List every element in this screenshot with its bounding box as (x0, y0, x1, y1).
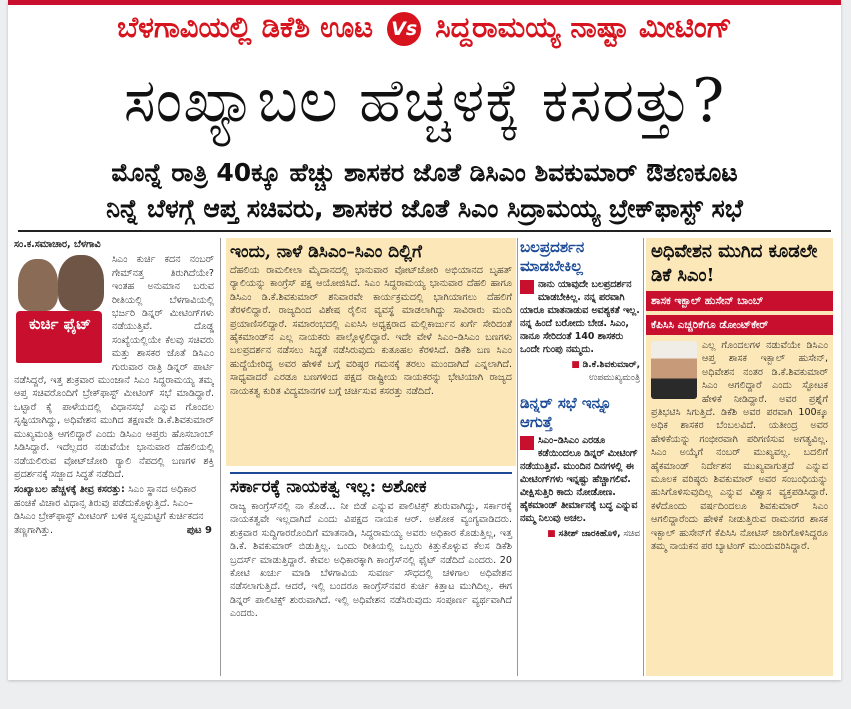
top-color-bar (8, 0, 841, 5)
dk-cm-story-box (646, 238, 833, 676)
newspaper-page (8, 0, 841, 680)
lead-story-text: ಸಿಎಂ ಕುರ್ಚಿ ಕದನ ನಂಬರ್ ಗೇಮ್‌ನತ್ತ ತಿರುಗಿದೆಯೇ? ಇಂತಹ ಅನುಮಾನ ಬರುವ ರೀತಿಯಲ್ಲಿ ಬೆಳಗಾವಿಯಲ್ಲಿ ಭರ್ಜರಿ ಡಿನ್ನರ್ ಮೀಟಿಂಗ್‌ಗಳು ನಡೆಯುತ್ತಿವೆ. ದೊಡ್ಡ ಸಂಖ್ಯೆಯಲ್ಲಿಯೇ ಕೆಲವು ಸಚಿವರು ಮತ್ತು ಶಾಸಕರ ಜೊತೆ ಡಿಸಿಎಂ ಗುರುವಾರ ರಾತ್ರಿ ಡಿನ್ನರ್ ಪಾರ್ಟಿ ನಡೆಸಿದ್ದರೆ, ಇತ್ತ ಶುಕ್ರವಾರ ಮುಂಜಾನೆ ಸಿಎಂ ಸಿದ್ದರಾಮಯ್ಯ ತಮ್ಮ ಆಪ್ತ ಸಚಿವರೊಂದಿಗೆ ಬ್ರೇಕ್‌ಫಾಸ್ಟ್ ಮೀಟಿಂಗ್ ಸಭೆ ಮಾಡಿದ್ದಾರೆ. ಒಟ್ಟಾರೆ ಕೈ ಪಾಳೆಯದಲ್ಲಿ ವಿಧಾನಸಭೆ ಎನ್ನುವ ಗೊಂದಲ ಸೃಷ್ಟಿಯಾಗಿದ್ದು, ಅಧಿವೇಶನ ಮುಗಿದ ತಕ್ಷಣವೇ ಡಿ.ಕೆ.ಶಿವಕುಮಾರ್ ಮುಖ್ಯಮಂತ್ರಿ ಆಗಲಿದ್ದಾರೆ ಎಂದು ಡಿಸಿಎಂ ಆಪ್ತರು ಹೊಸಬಾಂಬ್ ಸಿಡಿಸಿದ್ದಾರೆ. ಇದೆಲ್ಲದರ ನಡುವೆಯೇ ಭಾನುವಾರ ದೆಹಲಿಯಲ್ಲಿ ನಡೆಯಲಿರುವ ವೋಟ್‌ಚೋರಿ ರ‍್ಯಾಲಿ ನೆಪದಲ್ಲಿ ಬಣಗಳ ಶಕ್ತಿ ಪ್ರದರ್ಶನಕ್ಕೆ ಸಜ್ಜಾದ ಸಿದ್ಧತೆ ನಡೆದಿದೆ. (14, 254, 214, 480)
column-divider (517, 238, 518, 676)
quote2-text: ಸಿಎಂ–ಡಿಸಿಎಂ ಎರಡೂ ಕಡೆಯಿಂದಲೂ ಡಿನ್ನರ್ ಮೀಟಿಂಗ್ ನಡೆಯುತ್ತಿವೆ. ಮುಂದಿನ ದಿನಗಳಲ್ಲಿ ಈ ಮೀಟಿಂಗ್‌ಗಳು ಇನ್ನಷ್ಟು ಹೆಚ್ಚಾಗಲಿವೆ. ವೀಕ್ಷಿಸುತ್ತಿರಿ ಕಾದು ನೋಡೋಣ. ಹೈಕಮಾಂಡ್ ತೀರ್ಮಾನಕ್ಕೆ ಬದ್ಧ ಎನ್ನುವ ನಮ್ಮ ನಿಲುವು ಅಚಲ. (520, 434, 638, 524)
quote1-text: ನಾನು ಯಾವುದೇ ಬಲಪ್ರದರ್ಶನ ಮಾಡಬೇಕಿಲ್ಲ. ನನ್ನ ಪರವಾಗಿ ಯಾರೂ ಮಾತನಾಡುವ ಅವಶ್ಯಕತೆ ಇಲ್ಲ. ನನ್ನ ಹಿಂದೆ ಬರೋದು ಬೇಡ. ಸಿಎಂ, ನಾನೂ ಸೇರಿದಂತೆ 140 ಶಾಸಕರು ಒಂದೇ ಗುಂಪು ನಮ್ಮದು. (520, 279, 640, 355)
lead-story-footer (14, 483, 214, 537)
kurchi-fight-graphic (14, 255, 106, 367)
quote1 (520, 278, 640, 356)
header-rule (18, 230, 831, 232)
kicker-line (8, 8, 841, 46)
delhi-story-box (226, 238, 516, 466)
leader-photo-right (58, 255, 104, 311)
quote2-signature (520, 528, 640, 541)
quote1-heading: ಬಲಪ್ರದರ್ಶನ ಮಾಡಬೇಕಿಲ್ಲ (520, 238, 585, 275)
quote2 (520, 434, 640, 525)
vs-badge: Vs (387, 12, 421, 46)
lead-story-column (14, 238, 214, 674)
quotes-column (520, 238, 640, 676)
column-divider (643, 238, 644, 676)
ashoka-story-text: ರಾಜ್ಯ ಕಾಂಗ್ರೆಸ್‌ನಲ್ಲಿ ನಾ ಕೊಡೆ... ನೀ ಬಿಡೆ ಎನ್ನುವ ಪಾಲಿಟಿಕ್ಸ್ ಶುರುವಾಗಿದ್ದು, ಸರ್ಕಾರಕ್ಕೆ ನಾಯಕತ್ವವೇ ಇಲ್ಲದಾಗಿದೆ ಎಂದು ವಿಪಕ್ಷದ ನಾಯಕ ಆರ್. ಅಶೋಕ ವ್ಯಂಗ್ಯವಾಡಿದರು. ಶುಕ್ರವಾರ ಸುದ್ದಿಗಾರರೊಂದಿಗೆ ಮಾತನಾಡಿ, ಸಿದ್ದರಾಮಯ್ಯ ಅವರು ಅಧಿಕಾರ ಕೊಡುತ್ತಿಲ್ಲ, ಇತ್ತ ಡಿ.ಕೆ. ಶಿವಕುಮಾರ್ ಬಿಡುತ್ತಿಲ್ಲ. ಒಂದು ರೀತಿಯಲ್ಲಿ ಒಬ್ಬರು ಕಿತ್ತುಕೊಳ್ಳುವ ಕೆಲಸ ಡಿಕೆಶಿ ಬ್ರದರ್ಸ್ ಮಾಡುತ್ತಿದ್ದಾರೆ. ಕೇವಲ ಅಧಿಕಾರಕ್ಕಾಗಿ ಕಾಂಗ್ರೆಸ್‌ನಲ್ಲಿ ಫೈಟ್ ನಡೆದಿದೆ ಎಂದರು. 20 ಕೋಟಿ ಖರ್ಚು ಮಾಡಿ ಬೆಳಗಾವಿಯ ಸುವರ್ಣ ಸೌಧದಲ್ಲಿ ಚಳಿಗಾಲ ಅಧಿವೇಶನ ನಡೆಸಲಾಗುತ್ತಿದೆ. ಆದರೆ, ಇಲ್ಲಿ ಬಂದರೂ ಕಾಂಗ್ರೆಸ್‌ನವರ ಕುರ್ಚಿ ಕಿತ್ತಾಟ ಮುಗಿದಿಲ್ಲ. ಈಗ ಡಿನ್ನರ್ ಪಾಲಿಟಿಕ್ಸ್ ಶುರುವಾಗಿದೆ. ಇಲ್ಲಿ ಅಧಿವೇಶನ ನಡೆಸಿರುವುದು ಸಂಪೂರ್ಣ ವ್ಯರ್ಥವಾಗಿದೆ ಎಂದರು. (230, 501, 512, 620)
quote-mark-icon (520, 280, 534, 294)
lead-subhead: ಸಂಖ್ಯಾಬಲ ಹೆಚ್ಚಳಕ್ಕೆ ತೀವ್ರ ಕಸರತ್ತು: (14, 484, 125, 496)
ashoka-story (226, 470, 516, 676)
graphic-label: ಕುರ್ಚಿ ಫೈಟ್ (28, 315, 91, 334)
quote2-heading: ಡಿನ್ನರ್ ಸಭೆ ಇನ್ನೂ ಆಗುತ್ತೆ (520, 393, 612, 431)
column-divider (220, 238, 221, 676)
ashoka-story-heading: ಸರ್ಕಾರಕ್ಕೆ ನಾಯಕತ್ವ ಇಲ್ಲ: ಅಶೋಕ (230, 472, 512, 500)
lead-subhead-text: ಸಿಎಂ ಸ್ಥಾನದ ಅಧಿಕಾರ ಹಂಚಿಕೆ ವಿಚಾರ ವಿಧಾನ್ಸ ತಿರುವು ಪಡೆದುಕೊಳ್ಳುತ್ತಿದೆ. ಸಿಎಂ–ಡಿಸಿಎಂ ಬ್ರೇಕ್‌ಫಾಸ್ಟ್ ಮೀಟಿಂಗ್ ಬಳಿಕ ಸ್ವಲ್ಪಮಟ್ಟಿಗೆ ಕುರ್ಚಿಕದನ ತಣ್ಣಗಾಗಿತ್ತು. (14, 484, 204, 536)
delhi-story-text: ದೆಹಲಿಯ ರಾಮಲೀಲಾ ಮೈದಾನದಲ್ಲಿ ಭಾನುವಾರ ವೋಟ್‌ಚೋರಿ ಅಭಿಯಾನದ ಬೃಹತ್ ರ‍್ಯಾಲಿಯನ್ನು ಕಾಂಗ್ರೆಸ್ ಪಕ್ಷ ಆಯೋಜಿಸಿದೆ. ಸಿಎಂ ಸಿದ್ದರಾಮಯ್ಯ ಭಾನುವಾರ ದೆಹಲಿ ಹಾಗೂ ಡಿಸಿಎಂ ಡಿ.ಕೆ.ಶಿವಕುಮಾರ್ ಶನಿವಾರವೇ ಕಾರ್ಯಕ್ರಮದಲ್ಲಿ ಭಾಗಿಯಾಗಲು ದೆಹಲಿಗೆ ತೆರಳಲಿದ್ದಾರೆ. ರಾಜ್ಯದಿಂದ ವಿಶೇಷ ರೈಲಿನ ವ್ಯವಸ್ಥೆ ಮಾಡಲಾಗಿದ್ದು ಸಾವಿರಾರು ಮಂದಿ ಪ್ರಯಾಣಿಸಲಿದ್ದಾರೆ. ಸಮಾರಂಭದಲ್ಲಿ ಎಐಸಿಸಿ ಅಧ್ಯಕ್ಷರಾದ ಮಲ್ಲಿಕಾರ್ಜುನ ಖರ್ಗೆ ಸೇರಿದಂತೆ ಹೈಕಮಾಂಡ್‌ನ ಎಲ್ಲ ನಾಯಕರು ಪಾಲ್ಗೊಳ್ಳಲಿದ್ದಾರೆ. ಇದೇ ವೇಳೆ ಸಿಎಂ–ಡಿಸಿಎಂ ಬಣಗಳು ಬಲಪ್ರದರ್ಶನ ನಡೆಸಲು ಸಿದ್ಧತೆ ನಡೆಸಿರುವುದು ಕುತೂಹಲ ಕೆರಳಿಸಿದೆ. ಡಿಕೆಶಿ ಬಣ ಸಿಎಂ ಹುದ್ದೆಯೇರಿದ್ದ ಅವರ ಹೇಳಿಕೆ ಬಗ್ಗೆ ವರಿಷ್ಠರ ಗಮನಕ್ಕೆ ತರಲು ಮುಂದಾಗಿದೆ ಎನ್ನಲಾಗಿದೆ. ಸಾಧ್ಯವಾದರೆ ಎರಡೂ ಬಣಗಳಿಂದ ಪಕ್ಷದ ರಾಷ್ಟ್ರೀಯ ನಾಯಕರನ್ನು ಭೇಟಿಯಾಗಿ ರಾಜ್ಯದ ನಾಯಕತ್ವ ಕುರಿತ ವಿದ್ಯಮಾನಗಳ ಬಗ್ಗೆ ಚರ್ಚಿಸುವ ಕಸರತ್ತು ನಡೆದಿದೆ. (230, 265, 512, 397)
byline: ಸಂ.ಕ.ಸಮಾಚಾರ, ಬೆಳಗಾವಿ (14, 239, 101, 250)
main-headline: ಸಂಖ್ಯಾಬಲ ಹೆಚ್ಚಳಕ್ಕೆ ಕಸರತ್ತು? (123, 66, 726, 136)
dk-cm-story (651, 339, 828, 554)
bullet-icon: ■ (571, 360, 580, 370)
red-strap-2: ಕೆಪಿಸಿಸಿ ಎಚ್ಚರಿಕೆಗೂ ಡೋಂಟ್‌ಕೇರ್ (646, 315, 833, 335)
quote1-role: ಉಪಮುಖ್ಯಮಂತ್ರಿ (588, 373, 640, 384)
continued-page-ref: ಪುಟ 9 (186, 524, 212, 536)
leader-photo-left (18, 259, 58, 311)
subheadline-1: ಮೊನ್ನೆ ರಾತ್ರಿ 40ಕ್ಕೂ ಹೆಚ್ಚು ಶಾಸಕರ ಜೊತೆ ಡಿಸಿಎಂ ಶಿವಕುಮಾರ್ ಔತಣಕೂಟ (111, 158, 738, 187)
kicker-right: ಸಿದ್ದರಾಮಯ್ಯ ನಾಷ್ಟಾ ಮೀಟಿಂಗ್ (435, 10, 732, 44)
mla-portrait (651, 341, 697, 399)
quote2-name: ಸತೀಶ್ ಜಾರಕಿಹೊಳಿ, (558, 528, 621, 539)
delhi-story-heading: ಇಂದು, ನಾಳೆ ಡಿಸಿಎಂ–ಸಿಎಂ ದಿಲ್ಲಿಗೆ (230, 242, 422, 262)
quote1-signature (520, 359, 640, 386)
red-strap-1: ಶಾಸಕ ಇಕ್ಬಾಲ್ ಹುಸೇನ್ ಬಾಂಬ್ (646, 291, 833, 311)
bullet-icon: ■ (547, 528, 556, 539)
quote-mark-icon (520, 436, 534, 450)
quote2-role: ಸಚಿವ (623, 528, 640, 539)
dk-cm-heading: ಅಧಿವೇಶನ ಮುಗಿದ ಕೂಡಲೇ ಡಿಕೆ ಸಿಎಂ! (651, 241, 818, 286)
kicker-left: ಬೆಳಗಾವಿಯಲ್ಲಿ ಡಿಕೆಶಿ ಊಟ (117, 10, 374, 44)
dk-cm-text: ಎಲ್ಲ ಗೊಂದಲಗಳ ನಡುವೆಯೇ ಡಿಸಿಎಂ ಆಪ್ತ ಶಾಸಕ ಇಕ್ಬಾಲ್ ಹುಸೇನ್, ಅಧಿವೇಶನ ನಂತರ ಡಿ.ಕೆ.ಶಿವಕುಮಾರ್ ಸಿಎಂ ಆಗಲಿದ್ದಾರೆ ಎಂದು ಸ್ಫೋಟಕ ಹೇಳಿಕೆ ನೀಡಿದ್ದಾರೆ. ಅವರ ಪ್ರಶ್ನೆಗೆ ಪ್ರತಿಭಟಿಸಿ ಸಿಗುತ್ತಿದೆ. ಡಿಕೆಶಿ ಅವರ ಪರವಾಗಿ 100ಕ್ಕೂ ಅಧಿಕ ಶಾಸಕರ ಬೆಂಬಲವಿದೆ. ಯತೀಂದ್ರ ಅವರ ಹೇಳಿಕೆಯನ್ನು ಗಂಭೀರವಾಗಿ ಪರಿಗಣಿಸುವ ಅಗತ್ಯವಿಲ್ಲ. ಸಿಎಂ ಅಯ್ಕೆಗೆ ನಂಬರ್ ಮುಖ್ಯವಲ್ಲ. ಬದಲಿಗೆ ಹೈಕಮಾಂಡ್ ನಿರ್ದೇಶನ ಮುಖ್ಯವಾಗುತ್ತದೆ ಎನ್ನುವ ಮೂಲಕ ವರಿಷ್ಠರು ಶಿವಕುಮಾರ್ ಅವರ ಸಂಬಂಧಿಯನ್ನು ಹುಸಿಗೊಳಿಸುವುದಿಲ್ಲ ಎನ್ನುವ ವಿಶ್ವಾಸ ವ್ಯಕ್ತಪಡಿಸಿದ್ದಾರೆ. ಕಳೆದೊಂದು ವರ್ಷದಿಂದಲೂ ಶಿವಕುಮಾರ್ ಸಿಎಂ ಆಗಲಿದ್ದಾರೆಂದು ಹೇಳಿಕೆ ನೀಡುತ್ತಿರುವ ರಾಮನಗರ ಶಾಸಕ ಇಕ್ಬಾಲ್ ಹುಸೇನ್‌ಗೆ ಕೆಪಿಸಿಸಿ ನೋಟಿಸ್ ಜಾರಿಗೊಳಿಸಿದ್ದರೂ ತಮ್ಮ ನಾಯಕನ ಪರ ಬ್ಯಾಟಿಂಗ್ ಮುಂದುವರಿಸಿದ್ದಾರೆ. (651, 340, 828, 553)
subheadline-2: ನಿನ್ನೆ ಬೆಳಗ್ಗೆ ಆಪ್ತ ಸಚಿವರು, ಶಾಸಕರ ಜೊತೆ ಸಿಎಂ ಸಿದ್ರಾಮಯ್ಯ ಬ್ರೇಕ್‌ಫಾಸ್ಟ್ ಸಭೆ (106, 194, 743, 223)
quote1-name: ಡಿ.ಕೆ.ಶಿವಕುಮಾರ್, (582, 360, 640, 370)
